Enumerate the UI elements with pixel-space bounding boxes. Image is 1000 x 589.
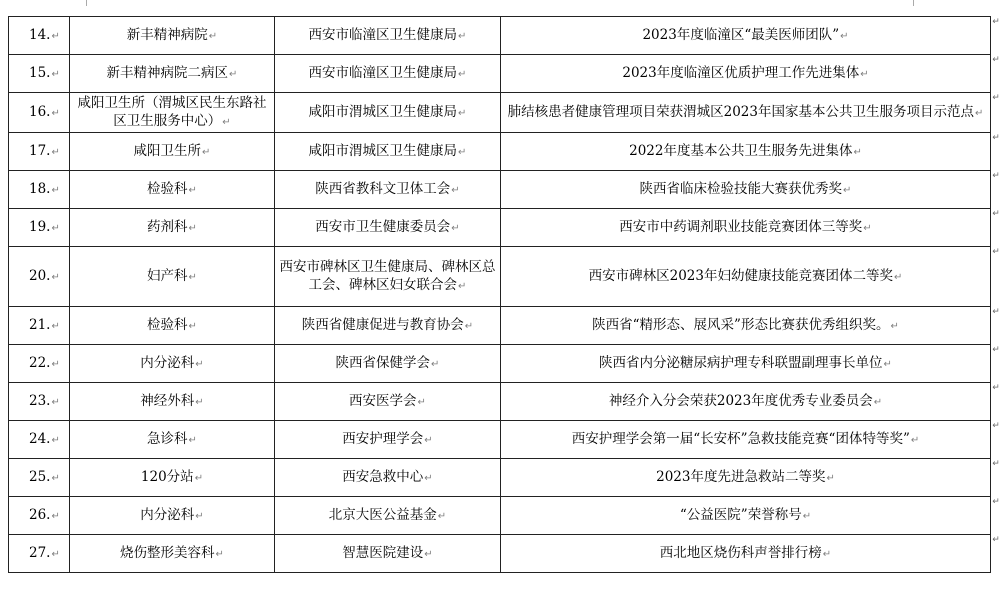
paragraph-mark-icon: ↵ xyxy=(424,548,433,560)
award-cell xyxy=(501,133,1000,171)
table-row xyxy=(9,209,991,247)
unit-text: 咸阳卫生所 xyxy=(133,142,202,159)
issuer-text: 智慧医院建设 xyxy=(342,544,424,561)
issuer-text: 西安市临潼区卫生健康局 xyxy=(308,26,458,43)
paragraph-mark-icon: ↵ xyxy=(458,146,467,158)
issuer-text: 西安医学会 xyxy=(349,392,417,409)
award-cell xyxy=(501,307,1000,345)
awards-table xyxy=(8,16,1000,573)
issuer-cell xyxy=(275,383,501,421)
paragraph-mark-icon: ↵ xyxy=(974,107,984,119)
table-row xyxy=(9,55,991,93)
row-number-cell xyxy=(9,383,70,421)
row-number-text: 27. xyxy=(29,544,51,561)
paragraph-mark-icon: ↵ xyxy=(194,472,204,484)
paragraph-mark-icon: ↵ xyxy=(840,30,849,42)
paragraph-mark-icon: ↵ xyxy=(188,271,197,283)
award-cell xyxy=(501,497,1000,535)
row-number-text: 21. xyxy=(29,316,51,333)
unit-text: 神经外科 xyxy=(140,392,195,409)
paragraph-mark-icon: ↵ xyxy=(195,358,204,370)
paragraph-mark-icon: ↵ xyxy=(802,510,812,522)
row-number-text: 19. xyxy=(29,218,51,235)
paragraph-mark-icon: ↵ xyxy=(51,146,60,158)
award-cell xyxy=(501,209,1000,247)
issuer-text: 西安市碑林区卫生健康局、碑林区总工会、碑林区妇女联合会 xyxy=(279,258,496,293)
row-number-cell xyxy=(9,459,70,497)
table-row xyxy=(9,133,991,171)
unit-cell xyxy=(70,345,275,383)
award-text: 陕西省内分泌糖尿病护理专科联盟副理事长单位 xyxy=(599,354,883,371)
row-number-text: 14. xyxy=(29,26,51,43)
paragraph-mark-icon: ↵ xyxy=(890,320,899,332)
award-cell xyxy=(501,93,1000,133)
table-row xyxy=(9,171,991,209)
issuer-text: 北京大医公益基金 xyxy=(328,506,437,523)
award-text: 西北地区烧伤科声誉排行榜 xyxy=(659,544,822,561)
row-number-text: 23. xyxy=(29,392,51,409)
unit-cell xyxy=(70,497,275,535)
table-row xyxy=(9,497,991,535)
paragraph-mark-icon: ↵ xyxy=(893,271,903,283)
unit-text: 120分站 xyxy=(140,468,194,485)
ruler-tick xyxy=(913,0,914,6)
paragraph-mark-icon: ↵ xyxy=(910,434,920,446)
paragraph-mark-icon: ↵ xyxy=(458,68,467,80)
unit-cell xyxy=(70,307,275,345)
issuer-cell xyxy=(275,133,501,171)
paragraph-mark-icon: ↵ xyxy=(860,68,869,80)
paragraph-mark-icon: ↵ xyxy=(51,396,60,408)
row-number-text: 17. xyxy=(29,142,51,159)
award-cell xyxy=(501,345,1000,383)
award-cell xyxy=(501,17,1000,55)
unit-text: 检验科 xyxy=(147,316,188,333)
unit-cell xyxy=(70,55,275,93)
award-text: 陕西省“精形态、展风采”形态比赛获优秀组织奖。 xyxy=(592,316,890,333)
paragraph-mark-icon: ↵ xyxy=(464,320,474,332)
award-text: 西安市中药调剂职业技能竞赛团体三等奖 xyxy=(619,218,863,235)
award-text: 2023年度先进急救站二等奖 xyxy=(656,468,826,485)
paragraph-mark-icon: ↵ xyxy=(458,30,467,42)
issuer-text: 西安急救中心 xyxy=(342,468,424,485)
row-number-cell xyxy=(9,93,70,133)
table-row xyxy=(9,307,991,345)
paragraph-mark-icon: ↵ xyxy=(51,271,60,283)
row-number-cell xyxy=(9,171,70,209)
paragraph-mark-icon: ↵ xyxy=(215,548,224,560)
paragraph-mark-icon: ↵ xyxy=(873,396,883,408)
table-row xyxy=(9,421,991,459)
paragraph-mark-icon: ↵ xyxy=(826,472,835,484)
award-cell xyxy=(501,171,1000,209)
unit-cell xyxy=(70,383,275,421)
unit-text: 妇产科 xyxy=(147,267,188,284)
paragraph-mark-icon: ↵ xyxy=(437,510,447,522)
row-number-text: 25. xyxy=(29,468,51,485)
paragraph-mark-icon: ↵ xyxy=(195,510,204,522)
unit-text: 急诊科 xyxy=(147,430,188,447)
issuer-cell xyxy=(275,497,501,535)
unit-cell xyxy=(70,133,275,171)
paragraph-mark-icon: ↵ xyxy=(222,116,231,128)
unit-text: 检验科 xyxy=(147,180,188,197)
paragraph-mark-icon: ↵ xyxy=(51,184,60,196)
unit-text: 烧伤整形美容科 xyxy=(120,544,215,561)
row-number-cell xyxy=(9,133,70,171)
unit-cell xyxy=(70,247,275,307)
issuer-text: 陕西省教科文卫体工会 xyxy=(315,180,451,197)
row-number-cell xyxy=(9,535,70,573)
row-end-mark-icon: ↵ xyxy=(992,383,1000,393)
issuer-cell xyxy=(275,535,501,573)
table-row xyxy=(9,93,991,133)
award-cell xyxy=(501,535,1000,573)
issuer-cell xyxy=(275,247,501,307)
paragraph-mark-icon: ↵ xyxy=(451,222,460,234)
row-number-text: 16. xyxy=(29,103,51,120)
issuer-text: 西安护理学会 xyxy=(342,430,424,447)
paragraph-mark-icon: ↵ xyxy=(431,358,440,370)
unit-cell xyxy=(70,209,275,247)
issuer-text: 陕西省健康促进与教育协会 xyxy=(301,316,464,333)
paragraph-mark-icon: ↵ xyxy=(51,320,60,332)
issuer-cell xyxy=(275,345,501,383)
award-text: 2023年度临潼区优质护理工作先进集体 xyxy=(622,64,860,81)
award-cell xyxy=(501,383,1000,421)
paragraph-mark-icon: ↵ xyxy=(195,396,204,408)
unit-text: 药剂科 xyxy=(147,218,188,235)
row-number-text: 22. xyxy=(29,354,51,371)
paragraph-mark-icon: ↵ xyxy=(188,222,197,234)
row-number-cell xyxy=(9,247,70,307)
table-row xyxy=(9,535,991,573)
row-number-cell xyxy=(9,421,70,459)
paragraph-mark-icon: ↵ xyxy=(853,146,862,158)
paragraph-mark-icon: ↵ xyxy=(51,30,60,42)
row-end-mark-icon: ↵ xyxy=(992,93,1000,103)
paragraph-mark-icon: ↵ xyxy=(843,184,852,196)
award-cell xyxy=(501,55,1000,93)
row-end-mark-icon: ↵ xyxy=(992,247,1000,257)
award-cell xyxy=(501,459,1000,497)
paragraph-mark-icon: ↵ xyxy=(417,396,426,408)
unit-text: 咸阳卫生所（渭城区民生东路社区卫生服务中心） xyxy=(77,94,267,129)
row-end-mark-icon: ↵ xyxy=(992,209,1000,219)
issuer-cell xyxy=(275,307,501,345)
row-end-mark-icon: ↵ xyxy=(992,307,1000,317)
issuer-cell xyxy=(275,209,501,247)
row-end-mark-icon: ↵ xyxy=(992,345,1000,355)
row-end-mark-icon: ↵ xyxy=(992,497,1000,507)
row-number-cell xyxy=(9,497,70,535)
table-row xyxy=(9,383,991,421)
award-text: 神经介入分会荣获2023年度优秀专业委员会 xyxy=(608,392,873,409)
paragraph-mark-icon: ↵ xyxy=(208,30,218,42)
issuer-text: 西安市卫生健康委员会 xyxy=(315,218,451,235)
ruler-tick xyxy=(86,0,87,6)
award-text: 2023年度临潼区“最美医师团队” xyxy=(642,26,840,43)
paragraph-mark-icon: ↵ xyxy=(51,548,60,560)
row-number-text: 24. xyxy=(29,430,51,447)
paragraph-mark-icon: ↵ xyxy=(188,320,197,332)
paragraph-mark-icon: ↵ xyxy=(51,107,60,119)
unit-cell xyxy=(70,459,275,497)
paragraph-mark-icon: ↵ xyxy=(458,280,467,292)
row-end-mark-icon: ↵ xyxy=(992,459,1000,469)
issuer-text: 咸阳市渭城区卫生健康局 xyxy=(308,103,458,120)
table-row xyxy=(9,247,991,307)
row-end-mark-icon: ↵ xyxy=(992,133,1000,143)
unit-text: 内分泌科 xyxy=(140,506,195,523)
awards-table-body xyxy=(9,17,1000,573)
row-end-mark-icon: ↵ xyxy=(992,171,1000,181)
award-text: 陕西省临床检验技能大赛获优秀奖 xyxy=(639,180,843,197)
issuer-text: 陕西省保健学会 xyxy=(335,354,431,371)
unit-cell xyxy=(70,93,275,133)
paragraph-mark-icon: ↵ xyxy=(424,434,433,446)
issuer-text: 咸阳市渭城区卫生健康局 xyxy=(308,142,458,159)
paragraph-mark-icon: ↵ xyxy=(202,146,211,158)
issuer-cell xyxy=(275,421,501,459)
table-row xyxy=(9,459,991,497)
issuer-cell xyxy=(275,459,501,497)
unit-cell xyxy=(70,17,275,55)
paragraph-mark-icon: ↵ xyxy=(188,434,197,446)
issuer-text: 西安市临潼区卫生健康局 xyxy=(308,64,458,81)
issuer-cell xyxy=(275,93,501,133)
row-number-text: 26. xyxy=(29,506,51,523)
paragraph-mark-icon: ↵ xyxy=(424,472,433,484)
unit-cell xyxy=(70,171,275,209)
issuer-cell xyxy=(275,17,501,55)
paragraph-mark-icon: ↵ xyxy=(51,472,60,484)
row-end-mark-icon: ↵ xyxy=(992,535,1000,545)
row-end-mark-icon: ↵ xyxy=(992,421,1000,431)
unit-text: 内分泌科 xyxy=(140,354,195,371)
unit-cell xyxy=(70,421,275,459)
award-cell xyxy=(501,421,1000,459)
award-text: “公益医院”荣誉称号 xyxy=(679,506,802,523)
row-number-cell xyxy=(9,345,70,383)
unit-cell xyxy=(70,535,275,573)
row-number-cell xyxy=(9,17,70,55)
issuer-cell xyxy=(275,55,501,93)
paragraph-mark-icon: ↵ xyxy=(51,358,60,370)
row-number-cell xyxy=(9,307,70,345)
award-text: 肺结核患者健康管理项目荣获渭城区2023年国家基本公共卫生服务项目示范点 xyxy=(507,103,974,120)
row-number-text: 15. xyxy=(29,64,51,81)
unit-text: 新丰精神病院 xyxy=(126,26,208,43)
paragraph-mark-icon: ↵ xyxy=(188,184,197,196)
row-number-text: 20. xyxy=(29,267,51,284)
award-text: 2022年度基本公共卫生服务先进集体 xyxy=(629,142,853,159)
unit-text: 新丰精神病院二病区 xyxy=(106,64,229,81)
paragraph-mark-icon: ↵ xyxy=(451,184,460,196)
row-end-mark-icon: ↵ xyxy=(992,55,1000,65)
paragraph-mark-icon: ↵ xyxy=(51,222,60,234)
paragraph-mark-icon: ↵ xyxy=(51,434,60,446)
row-number-text: 18. xyxy=(29,180,51,197)
issuer-cell xyxy=(275,171,501,209)
paragraph-mark-icon: ↵ xyxy=(883,358,892,370)
award-text: 西安护理学会第一届“长安杯”急救技能竞赛“团体特等奖” xyxy=(571,430,910,447)
award-text: 西安市碑林区2023年妇幼健康技能竞赛团体二等奖 xyxy=(588,267,893,284)
paragraph-mark-icon: ↵ xyxy=(458,107,467,119)
row-number-cell xyxy=(9,55,70,93)
table-row xyxy=(9,345,991,383)
paragraph-mark-icon: ↵ xyxy=(822,548,832,560)
table-row xyxy=(9,17,991,55)
row-end-mark-icon: ↵ xyxy=(992,17,1000,27)
row-number-cell xyxy=(9,209,70,247)
paragraph-mark-icon: ↵ xyxy=(51,68,60,80)
paragraph-mark-icon: ↵ xyxy=(863,222,872,234)
paragraph-mark-icon: ↵ xyxy=(51,510,60,522)
paragraph-mark-icon: ↵ xyxy=(229,68,238,80)
award-cell xyxy=(501,247,1000,307)
